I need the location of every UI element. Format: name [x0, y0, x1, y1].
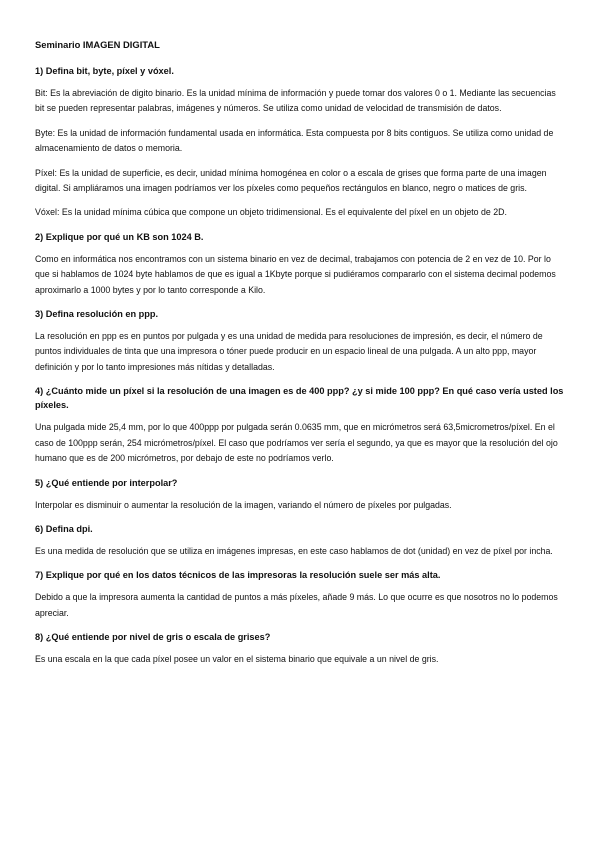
answer-paragraph: Una pulgada mide 25,4 mm, por lo que 400ppp por pulgada serán 0.0635 mm, que en micrómetros será 63,5micrometros/píxel. En el caso de 100ppp serán, 254 micrómetros/píxel. El caso que podríamos ver sería el segundo, ya que es mayor que la resolución del ojo humano que es de 200 micrómetros, por debajo de este no podríamos verlo.	[35, 422, 558, 464]
section-2	[35, 230, 567, 298]
answer-paragraph: Byte: Es la unidad de información fundamental usada en informática. Esta compuesta por 8 bits contiguos. Se utiliza como unidad de almacenamiento de datos o memoria.	[35, 127, 554, 154]
question-heading: 1) Defina bit, byte, píxel y vóxel.	[35, 66, 174, 76]
question-heading: 4) ¿Cuánto mide un píxel si la resolución de una imagen es de 400 ppp? ¿y si mide 100 ppp? En qué caso vería usted los píxeles.	[35, 386, 564, 411]
answer-paragraph: La resolución en ppp es en puntos por pulgada y es una unidad de medida para resoluciones de impresión, es decir, el número de puntos individuales de tinta que una impresora o tóner puede producir en un espacio lineal de una pulgada. A un alto ppp, mayor definición y por lo tanto impresiones más nítidas y detalladas.	[35, 331, 543, 372]
answer-paragraph: Debido a que la impresora aumenta la cantidad de puntos a más píxeles, añade 9 más. Lo que ocurre es que nosotros no lo podemos apreciar.	[35, 592, 558, 618]
question-heading: 8) ¿Qué entiende por nivel de gris o escala de grises?	[35, 632, 271, 643]
section-4	[35, 384, 567, 466]
section-5	[35, 476, 567, 513]
answer-paragraph: Es una medida de resolución que se utiliza en imágenes impresas, en este caso hablamos de dot (unidad) en vez de píxel por incha.	[35, 545, 553, 556]
answer-paragraph: Interpolar es disminuir o aumentar la resolución de la imagen, variando el número de píxeles por pulgadas.	[35, 499, 452, 510]
question-heading: 6) Defina dpi.	[35, 523, 93, 534]
document-title: Seminario IMAGEN DIGITAL	[35, 39, 160, 50]
question-heading: 7) Explique por qué en los datos técnicos de las impresoras la resolución suele ser más alta.	[35, 570, 441, 581]
answer-paragraph: Vóxel: Es la unidad mínima cúbica que compone un objeto tridimensional. Es el equivalente del píxel en un objeto de 2D.	[35, 207, 507, 218]
answer-paragraph: Es una escala en la que cada píxel posee un valor en el sistema binario que equivale a un nivel de gris.	[35, 654, 439, 665]
section-3	[35, 307, 567, 375]
section-6	[35, 522, 567, 559]
answer-paragraph: Píxel: Es la unidad de superficie, es decir, unidad mínima homogénea en color o a escala de grises que forma parte de una imagen digital. Si ampliáramos una imagen podríamos ver los píxeles como pequeños rectángulos en blanco, negro o matices de gris.	[35, 167, 547, 194]
section-7	[35, 568, 567, 621]
section-1	[35, 64, 567, 221]
question-heading: 2) Explique por qué un KB son 1024 B.	[35, 231, 204, 242]
question-heading: 3) Defina resolución en ppp.	[35, 309, 159, 320]
answer-paragraph: Como en informática nos encontramos con un sistema binario en vez de decimal, trabajamos con potencia de 2 en vez de 10. Por lo que si hablamos de 1024 byte hablamos de que es igual a 1Kbyte porque si pudiéramos compararlo con el sistema decimal podemos aproximarlo a 1000 bytes y por lo tanto corresponde a Kilo.	[35, 253, 556, 295]
answer-paragraph: Bit: Es la abreviación de digito binario. Es la unidad mínima de información y puede tomar dos valores 0 o 1. Mediante las secuencias bit se pueden representar palabras, imágenes y números. Se utiliza como unidad de velocidad de transmisión de datos.	[35, 88, 556, 114]
question-heading: 5) ¿Qué entiende por interpolar?	[35, 477, 178, 488]
section-8	[35, 630, 567, 667]
document-page	[35, 38, 567, 677]
